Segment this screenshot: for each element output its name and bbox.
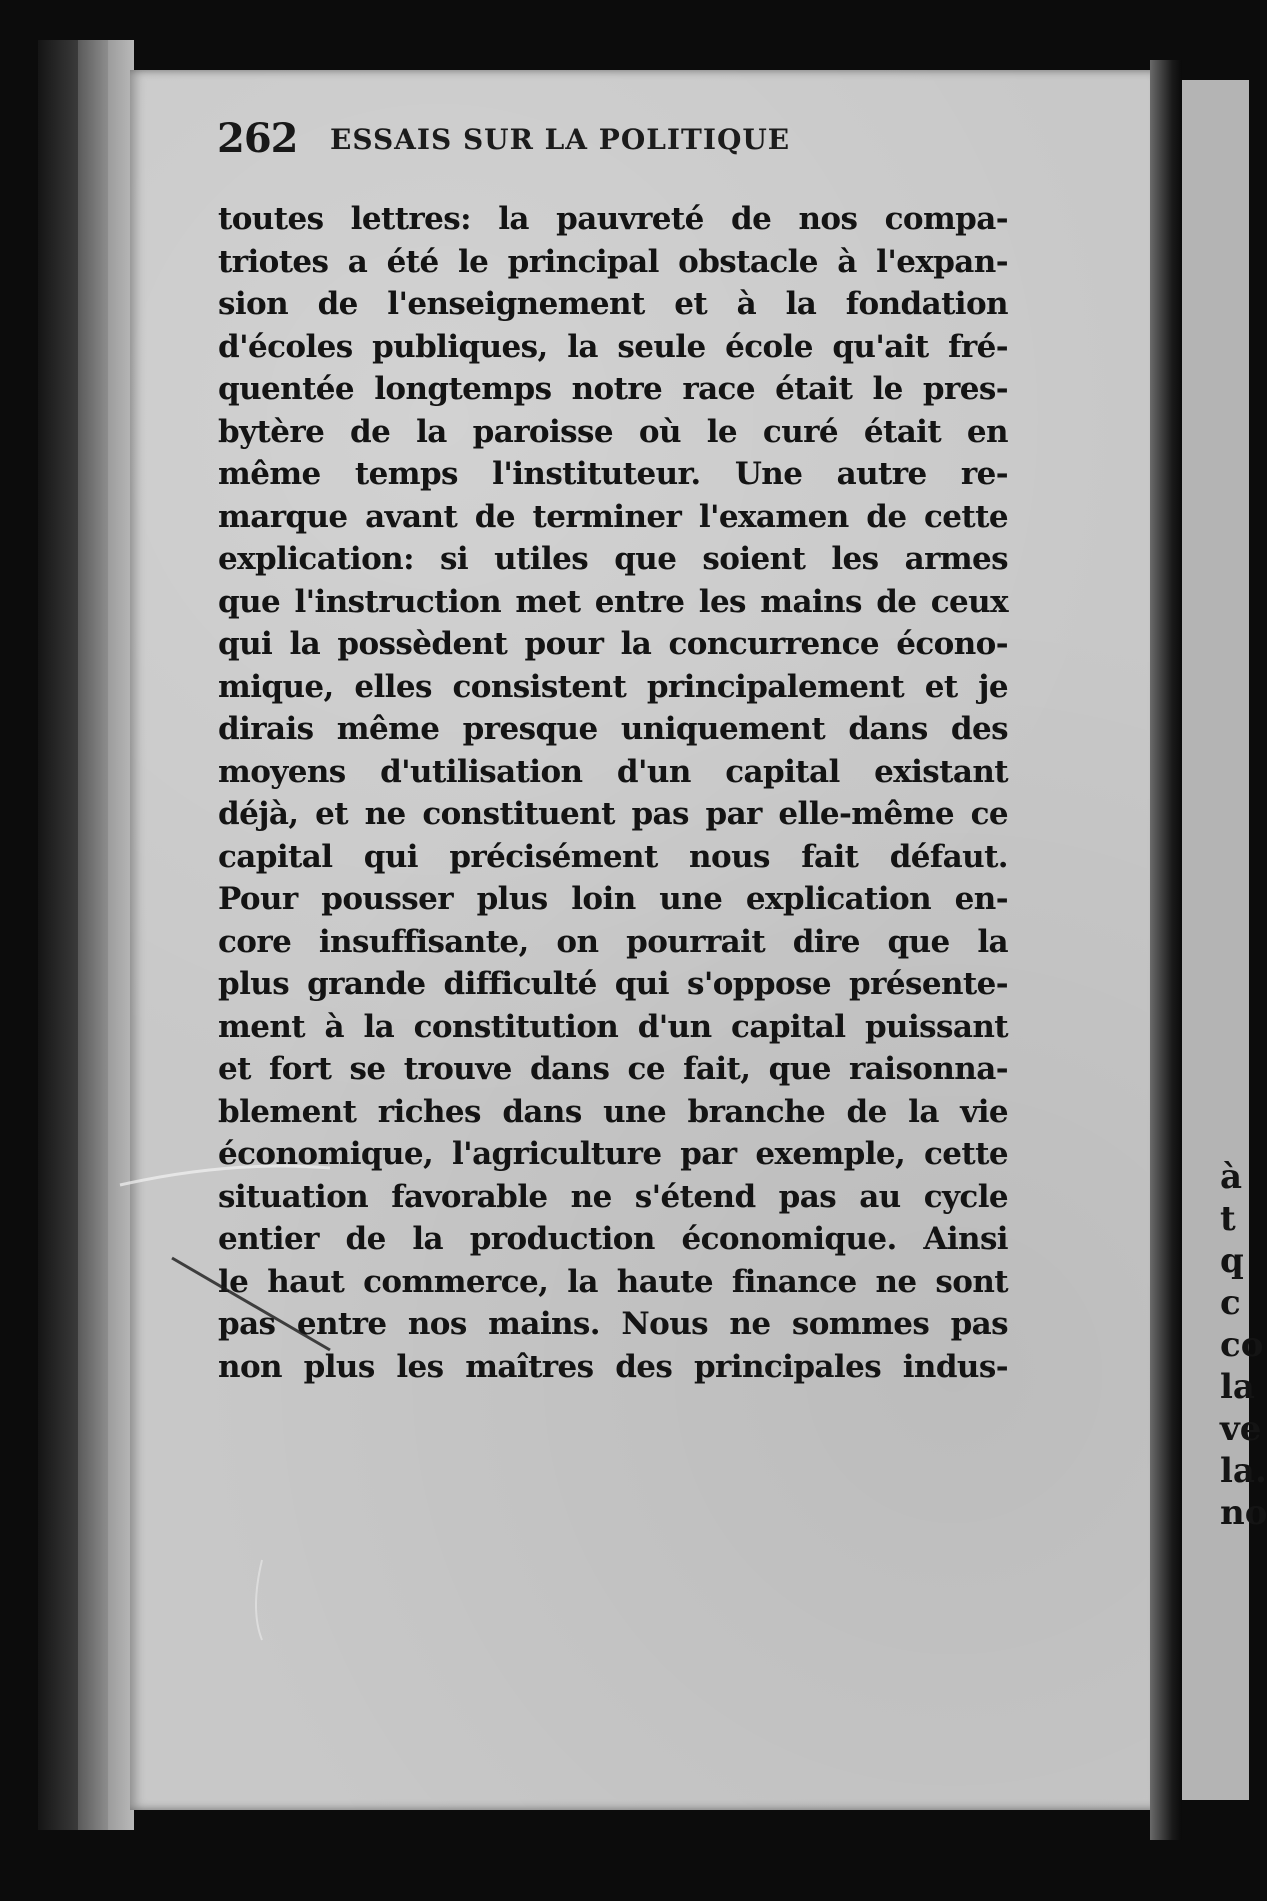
text-line: sion de l'enseignement et à la fondation [218,286,1008,322]
text-line: non plus les maîtres des principales indus- [218,1348,1008,1385]
text-line: situation favorable ne s'étend pas au cycle [218,1178,1008,1215]
next-page-sliver [1182,80,1267,1800]
next-page-fragment: t [1220,1199,1236,1239]
next-page-fragment: la. [1220,1451,1267,1491]
page-number: 262 [217,115,298,162]
text-line: le haut commerce, la haute finance ne sont [218,1263,1008,1300]
body-text [218,198,1008,1388]
running-head: ESSAIS SUR LA POLITIQUE [330,123,791,156]
next-page-fragment: la [1220,1367,1255,1407]
text-line: mique, elles consistent principalement et je [218,668,1008,705]
text-line: bytère de la paroisse où le curé était en [218,413,1008,450]
text-line: pas entre nos mains. Nous ne sommes pas [218,1306,1008,1342]
next-page-fragment: c [1220,1283,1241,1323]
text-line: entier de la production économique. Ainsi [218,1221,1008,1257]
next-page-fragment: co [1220,1325,1264,1365]
text-line: moyens d'utilisation d'un capital existant [218,753,1008,790]
next-page-fragment: no [1220,1493,1267,1533]
text-line: que l'instruction met entre les mains de ceux [218,583,1008,620]
page-gutter-shadow [1150,60,1182,1840]
text-line: capital qui précisément nous fait défaut. [218,838,1008,875]
text-line: quentée longtemps notre race était le pres- [218,371,1008,407]
text-line: économique, l'agriculture par exemple, cette [218,1136,1008,1172]
text-line: dirais même presque uniquement dans des [218,711,1008,747]
text-line: déjà, et ne constituent pas par elle-même ce [218,796,1008,832]
next-page-fragment: q [1220,1241,1244,1281]
next-page-fragment: ve [1220,1409,1262,1449]
text-line: explication: si utiles que soient les armes [218,541,1008,577]
text-line: marque avant de terminer l'examen de cette [218,498,1008,535]
text-line: même temps l'instituteur. Une autre re- [218,456,1008,492]
text-line: d'écoles publiques, la seule école qu'ait fré- [218,328,1008,365]
text-line: ment à la constitution d'un capital puissant [218,1008,1008,1045]
text-line: toutes lettres: la pauvreté de nos compa- [218,201,1008,237]
text-line: Pour pousser plus loin une explication en- [218,881,1008,917]
book-edge-mid [78,40,108,1830]
text-line: core insuffisante, on pourrait dire que la [218,923,1008,960]
text-line: triotes a été le principal obstacle à l'expan- [218,243,1008,280]
book-edge-dark [38,40,78,1830]
text-line: et fort se trouve dans ce fait, que raisonna- [218,1051,1008,1087]
next-page-fragment: à [1220,1157,1243,1197]
text-line: blement riches dans une branche de la vie [218,1093,1008,1130]
text-line: plus grande difficulté qui s'oppose présente- [218,966,1008,1002]
text-line: qui la possèdent pour la concurrence écono- [218,626,1008,662]
